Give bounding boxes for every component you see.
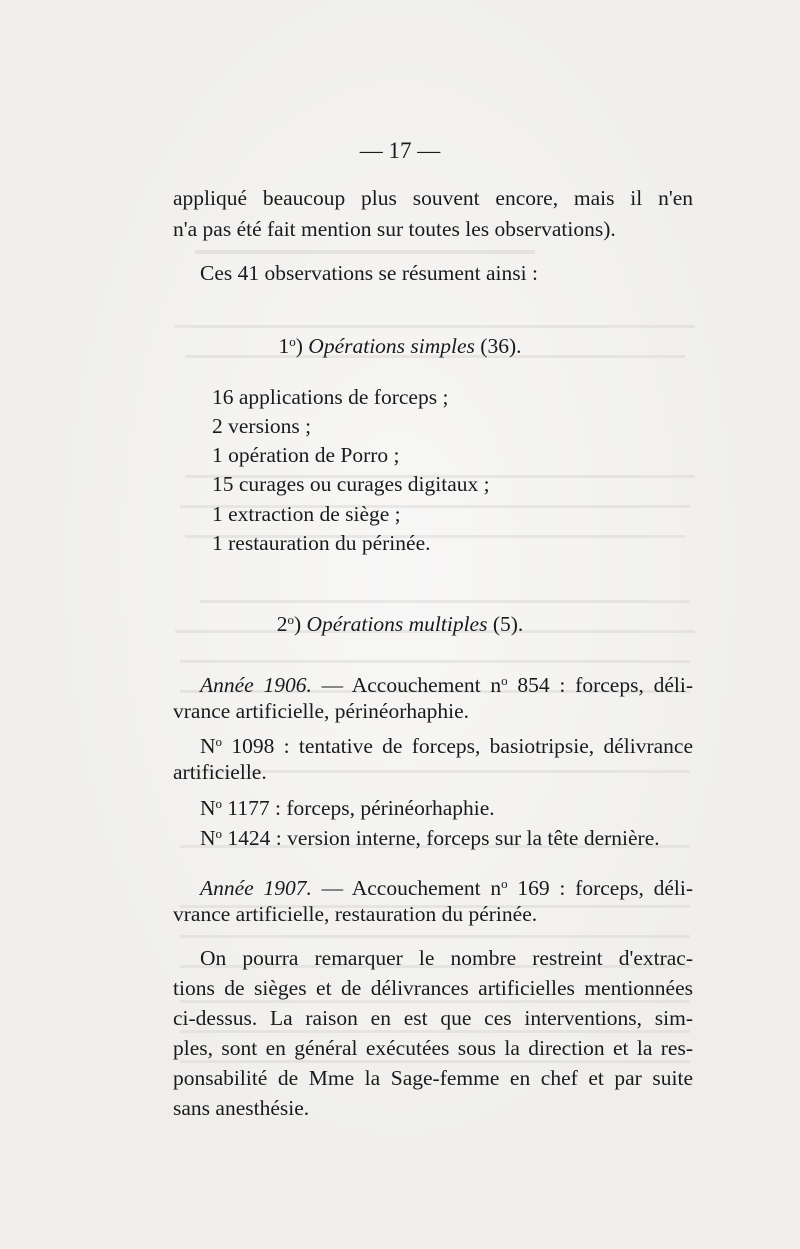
number-superscript: o <box>215 796 223 811</box>
entry-1177 <box>200 789 693 823</box>
entry-1098-cont: artificielle. <box>173 760 267 784</box>
entry-text: — Accouchement n <box>311 673 502 697</box>
section-number: 2 <box>276 612 288 636</box>
section-heading-multiple <box>0 605 800 639</box>
entry-prefix: N <box>200 826 216 850</box>
section-title: Opérations simples <box>308 334 475 358</box>
section-number: 1 <box>278 334 290 358</box>
entry-1906 <box>200 666 693 700</box>
section-heading-simple <box>0 327 800 361</box>
list-item: 1 opération de Porro ; <box>212 443 400 467</box>
number-superscript: o <box>501 673 508 688</box>
list-item: 1 extraction de siège ; <box>212 502 401 526</box>
conclusion-line: ponsabilité de Mme la Sage-femme en chef et par suite <box>173 1066 693 1090</box>
entry-text: 169 : forceps, déli- <box>507 876 693 900</box>
entry-1098 <box>200 727 693 761</box>
list-item: 15 curages ou curages digitaux ; <box>212 472 490 496</box>
year-label: Année 1907. <box>200 876 312 900</box>
number-superscript: o <box>215 734 223 749</box>
conclusion-line: ples, sont en général exécutées sous la direction et la res- <box>173 1036 693 1060</box>
entry-text: 1098 : tentative de forceps, basiotripsie, délivrance <box>222 734 693 758</box>
ordinal-superscript: o <box>287 612 294 627</box>
ordinal-superscript: o <box>289 334 296 349</box>
page-number: — 17 — <box>359 138 441 163</box>
section-paren: ) <box>295 334 303 358</box>
number-superscript: o <box>215 826 223 841</box>
list-item: 16 applications de forceps ; <box>212 385 449 409</box>
section-count: (5). <box>492 612 524 636</box>
conclusion-line: tions de sièges et de délivrances artificielles mentionnées <box>173 976 693 1000</box>
conclusion-line: sans anesthésie. <box>173 1096 310 1120</box>
entry-text: 854 : forceps, déli- <box>507 673 693 697</box>
paragraph-line: n'a pas été fait mention sur toutes les observations). <box>173 217 616 241</box>
entry-text: 1177 : forceps, périnéorhaphie. <box>222 796 495 820</box>
section-paren: ) <box>293 612 302 636</box>
conclusion-line: ci-dessus. La raison en est que ces interventions, sim- <box>173 1006 693 1030</box>
paragraph-line: appliqué beaucoup plus souvent encore, mais il n'en <box>173 186 693 210</box>
section-title: Opérations multiples <box>306 612 488 636</box>
entry-1907 <box>200 869 693 903</box>
entry-text: — Accouchement n <box>311 876 502 900</box>
summary-intro: Ces 41 observations se résument ainsi : <box>200 261 538 285</box>
section-count: (36). <box>480 334 522 358</box>
number-superscript: o <box>501 876 508 891</box>
conclusion-line: On pourra remarquer le nombre restreint d'extrac- <box>200 946 693 970</box>
entry-1424 <box>200 819 693 853</box>
list-item: 2 versions ; <box>212 414 312 438</box>
entry-1907-cont: vrance artificielle, restauration du périnée. <box>173 902 538 926</box>
entry-text: 1424 : version interne, forceps sur la tête dernière. <box>222 826 660 850</box>
list-item: 1 restauration du périnée. <box>212 531 431 555</box>
entry-prefix: N <box>200 796 216 820</box>
entry-prefix: N <box>200 734 216 758</box>
entry-1906-cont: vrance artificielle, périnéorhaphie. <box>173 699 470 723</box>
year-label: Année 1906. <box>200 673 312 697</box>
